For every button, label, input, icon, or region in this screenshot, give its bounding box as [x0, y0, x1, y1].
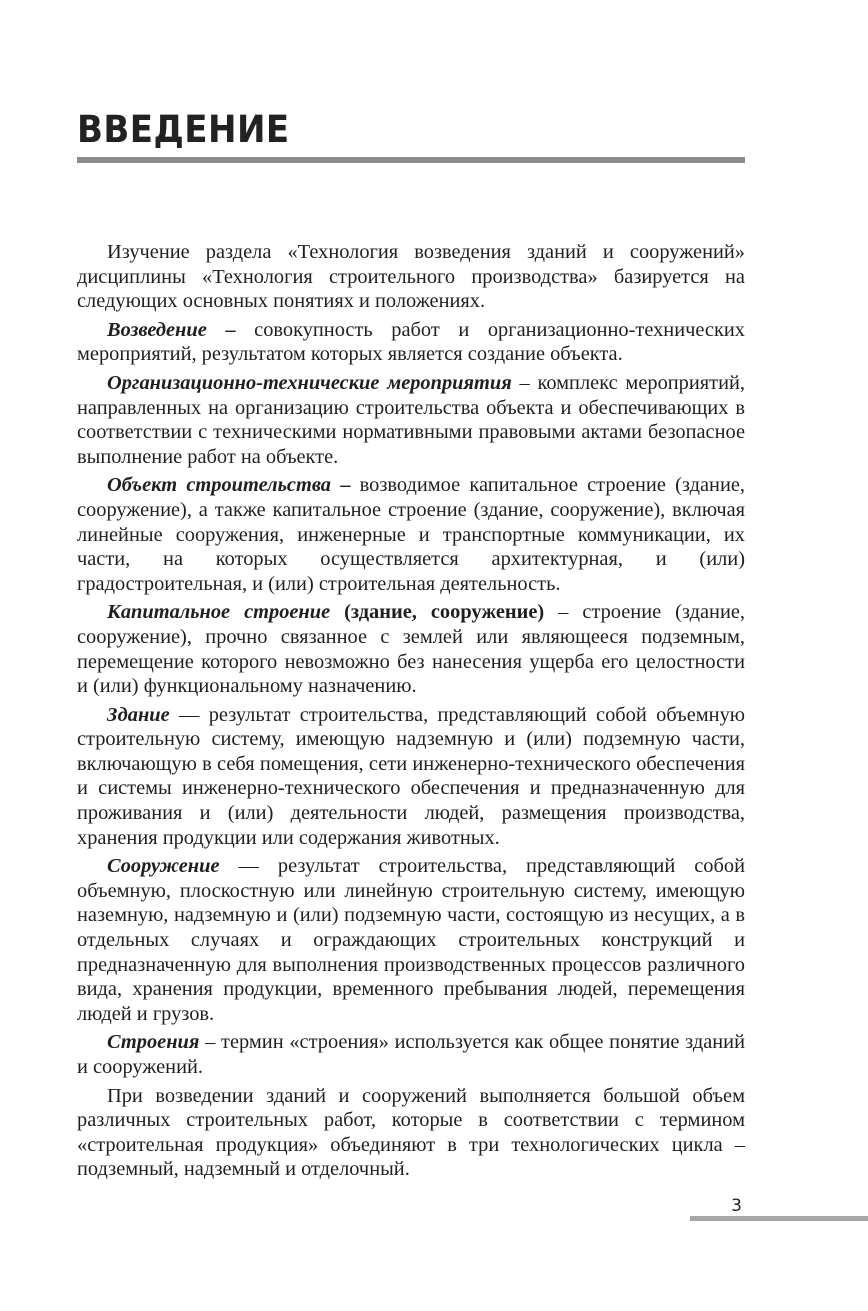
term-dash: —: [169, 703, 209, 726]
term-object: Объект строительства: [107, 474, 331, 497]
term-vozvedenie: Возведение: [107, 318, 207, 341]
term-org-tech: Организационно-технические мероприятия: [107, 371, 512, 394]
paragraph-text: Изучение раздела «Технология возведения зданий и сооружений» дисциплины «Технология строительного производства» базируется на следующих основных понятиях и положениях.: [77, 241, 745, 313]
term-capital: Капитальное строение: [107, 601, 331, 624]
term-dash: –: [330, 474, 360, 497]
footer-rule: [690, 1216, 868, 1221]
term-dash: –: [511, 371, 538, 394]
paragraph-object: [77, 473, 745, 596]
term-stroeniya: Строения: [107, 1031, 200, 1054]
page-number: 3: [731, 1196, 742, 1216]
definition-text: термин «строения» используется как общее понятие зданий и сооружений.: [77, 1031, 746, 1078]
title-underline: [77, 157, 745, 163]
definition-text: результат строительства, представляющий собой объемную, плоскостную или линейную строительную систему, имеющую наземную, надземную и (или) подземную части, состоящую из несущих, а в отдельных случаях и ограждающих строительных конструкций и предназначенную для выполнения производственных процессов различного вида, хранения продукции, временного пребывания людей, перемещения людей и грузов.: [77, 855, 745, 1025]
body-text: [77, 240, 745, 1186]
definition-text: комплекс мероприятий, направленных на организацию строительства объекта и обеспечивающих в соответствии с техническими нормативными правовыми актами безопасное выполнение работ на объекте.: [77, 371, 745, 468]
definition-text: совокупность работ и организационно-технических мероприятий, результатом которых является создание объекта.: [77, 318, 745, 366]
term-zdanie: Здание: [107, 703, 170, 726]
paragraph-org-tech: [77, 371, 745, 469]
paragraph-cycles: [77, 1084, 745, 1182]
term-dash: –: [206, 318, 255, 341]
paragraph-intro: [77, 240, 745, 314]
paragraph-sooruzhenie: [77, 854, 745, 1026]
term-sooruzhenie: Сооружение: [107, 855, 220, 878]
term-parenthetical: (здание, сооружение): [330, 601, 545, 624]
page-title: ВВЕДЕНИЕ: [77, 108, 290, 151]
term-dash: –: [544, 601, 583, 624]
term-dash: —: [219, 855, 278, 878]
paragraph-text: При возведении зданий и сооружений выполняется большой объем различных строительных работ, которые в соответствии с термином «строительная продукция» объединяют в три технологических цикла – подземный, надземный и отделочный.: [77, 1084, 745, 1181]
term-dash: –: [199, 1031, 222, 1054]
paragraph-capital: [77, 600, 745, 698]
paragraph-zdanie: [77, 703, 745, 851]
definition-text: строение (здание, сооружение), прочно связанное с землей или являющееся подземным, перемещение которого невозможно без нанесения ущерба его целостности и (или) функциональному назначению.: [77, 601, 746, 698]
paragraph-stroeniya: [77, 1030, 745, 1079]
definition-text: возводимое капитальное строение (здание, сооружение), а также капитальное строение (здание, сооружение), включая линейные сооружения, инженерные и транспортные коммуникации, их части, на которых осуществляется архитектурная, и (или) градостроительная, и (или) строительная деятельность.: [77, 474, 745, 595]
definition-text: результат строительства, представляющий собой объемную строительную систему, имеющую надземную и (или) подземную части, включающую в себя помещения, сети инженерно-технического обеспечения и системы инженерно-технического обеспечения и предназначенную для проживания и (или) деятельности людей, размещения производства, хранения продукции или содержания животных.: [77, 703, 746, 849]
paragraph-vozvedenie: [77, 318, 745, 367]
